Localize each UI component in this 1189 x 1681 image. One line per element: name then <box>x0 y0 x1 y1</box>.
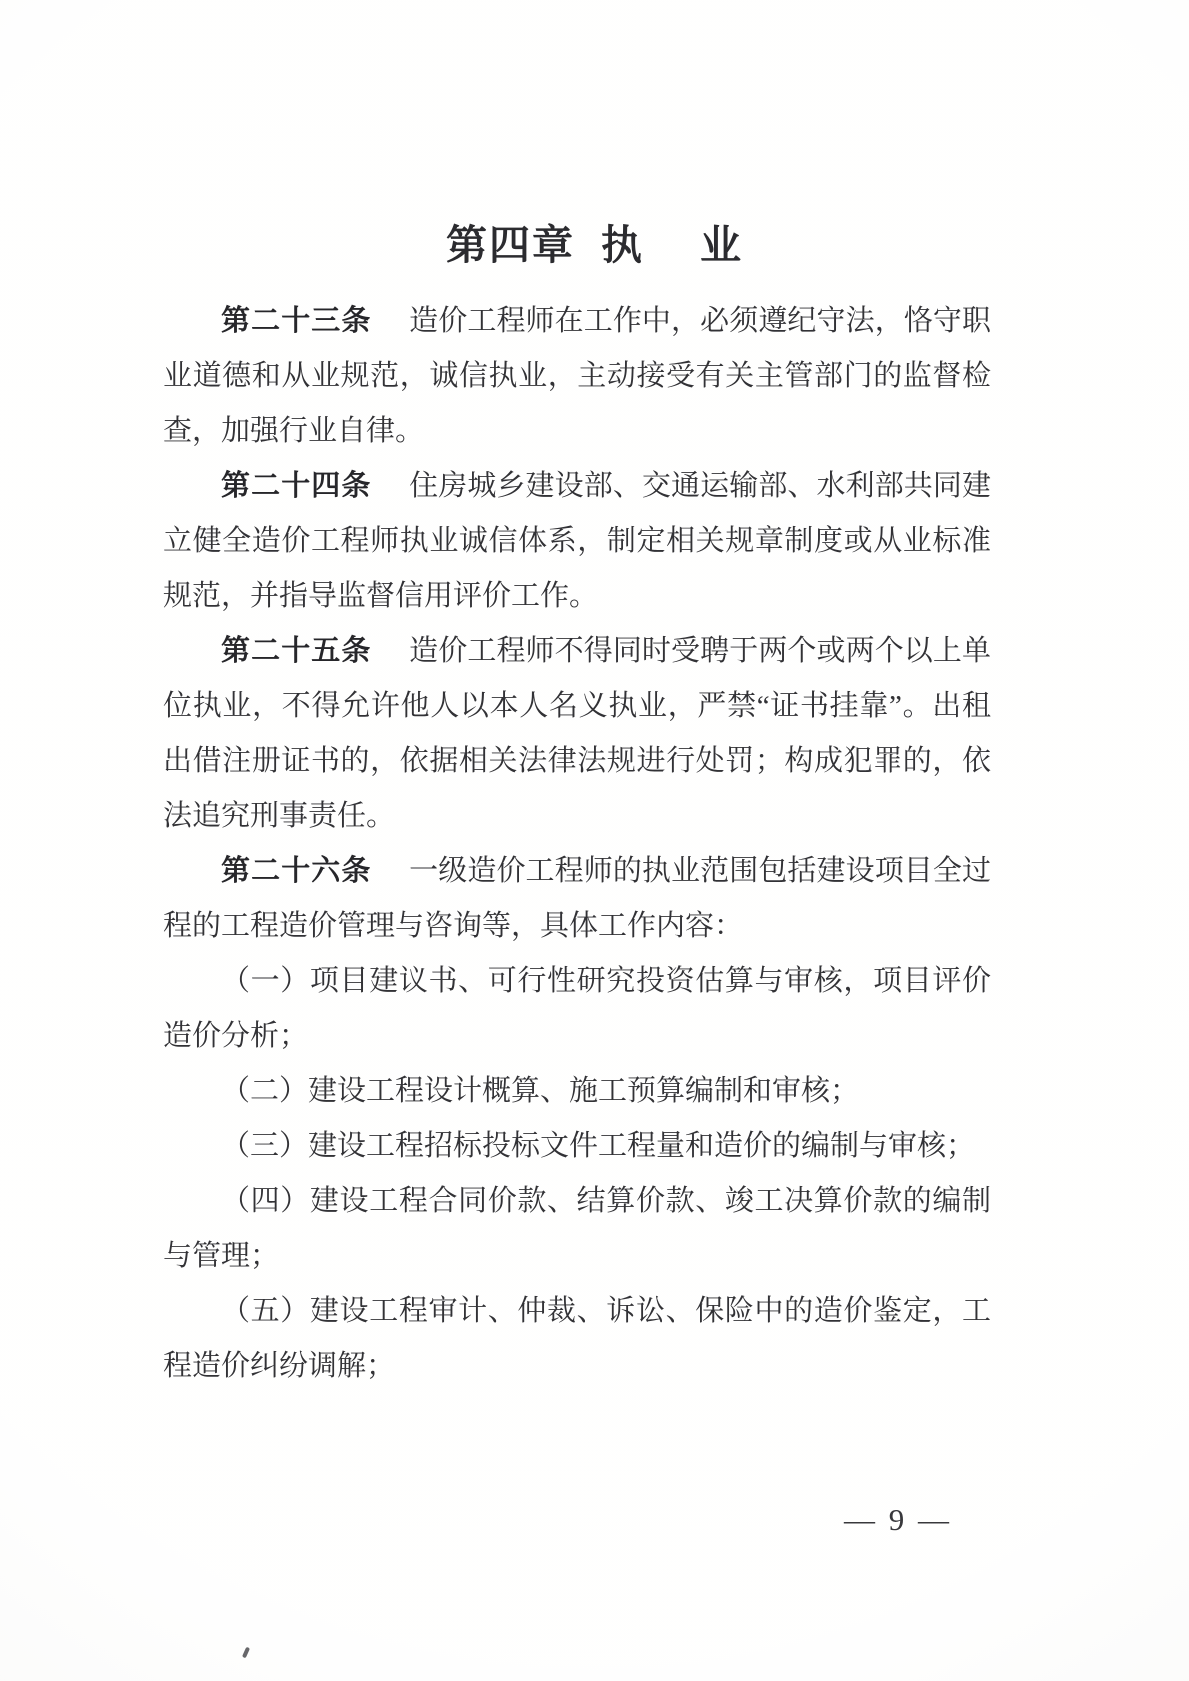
article-number: 第二十三条 <box>221 305 372 337</box>
chapter-title-char-1: 执 <box>601 222 644 268</box>
article-paragraph-24 <box>163 459 991 624</box>
chapter-title-char-2: 业 <box>700 222 743 268</box>
list-item-text: （四）建设工程合同价款、结算价款、竣工决算价款的编制与管理； <box>163 1185 991 1272</box>
article-number: 第二十六条 <box>221 855 372 887</box>
list-item-text: （二）建设工程设计概算、施工预算编制和审核； <box>221 1075 860 1107</box>
list-item-4 <box>163 1174 991 1284</box>
list-item-5 <box>163 1284 991 1394</box>
article-number: 第二十五条 <box>221 635 372 667</box>
article-paragraph-26 <box>163 844 991 954</box>
article-text: 一级造价工程师的执业范围包括建设项目全过程的工程造价管理与咨询等，具体工作内容： <box>163 855 991 942</box>
document-body <box>163 294 991 1394</box>
list-item-text: （一）项目建议书、可行性研究投资估算与审核，项目评价造价分析； <box>163 965 991 1052</box>
article-paragraph-23 <box>163 294 991 459</box>
list-item-text: （五）建设工程审计、仲裁、诉讼、保险中的造价鉴定，工程造价纠纷调解； <box>163 1295 991 1382</box>
chapter-title <box>0 212 1189 271</box>
list-item-2 <box>163 1064 991 1119</box>
article-text: 住房城乡建设部、交通运输部、水利部共同建立健全造价工程师执业诚信体系，制定相关规章制度或从业标准规范，并指导监督信用评价工作。 <box>163 470 991 612</box>
scan-artifact-speck <box>242 1647 250 1659</box>
article-paragraph-25 <box>163 624 991 844</box>
list-item-text: （三）建设工程招标投标文件工程量和造价的编制与审核； <box>221 1130 976 1162</box>
chapter-number: 第四章 <box>446 222 575 268</box>
article-text: 造价工程师不得同时受聘于两个或两个以上单位执业，不得允许他人以本人名义执业，严禁“证书挂靠”。出租出借注册证书的，依据相关法律法规进行处罚；构成犯罪的，依法追究刑事责任。 <box>163 635 991 832</box>
list-item-3 <box>163 1119 991 1174</box>
page-number: — 9 — <box>844 1502 952 1537</box>
article-text: 造价工程师在工作中，必须遵纪守法，恪守职业道德和从业规范，诚信执业，主动接受有关主管部门的监督检查，加强行业自律。 <box>163 305 991 447</box>
list-item-1 <box>163 954 991 1064</box>
article-number: 第二十四条 <box>221 470 372 502</box>
